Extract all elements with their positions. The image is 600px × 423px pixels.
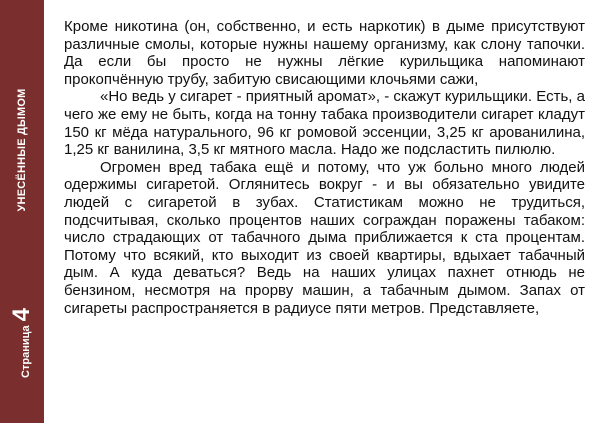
paragraph: «Но ведь у сигарет - приятный аромат», - скажут курильщики. Есть, а чего же ему не быть, когда на тонну табака производители сигарет кладут 150 кг мёда натурального, 96 кг ромовой эссенции, 3,25 кг арованилина, 1,25 кг ванилина, 3,5 кг мятного масла. Надо же подсластить пилюлю.: [64, 88, 585, 159]
page-number: 4: [8, 308, 35, 322]
article-body: [64, 18, 585, 317]
page-label: Страница: [20, 325, 32, 378]
paragraph: Огромен вред табака ещё и потому, что уж больно много людей одержимы сигаретой. Оглянитесь вокруг - и вы обязательно увидите людей с сигаретой в зубах. Статистикам можно не трудиться, подсчитывая, сколько процентов наших сограждан поражены табаком: число страдающих от табачного дыма приближается к ста процентам. Потому что всякий, кто выходит из своей квартиры, вдыхает табачный дым. А куда деваться? Ведь на наших улицах пахнет отнюдь не бензином, несмотря на прорву машин, а табачным дымом. Запах от сигареты распространяется в радиусе пяти метров. Представляете,: [64, 158, 585, 317]
page-indicator: [8, 308, 35, 378]
sidebar-band: [0, 0, 44, 423]
paragraph: Кроме никотина (он, собственно, и есть наркотик) в дыме присутствуют различные смолы, которые нужны нашему организму, как слону тапочки. Да если бы просто не нужны лёгкие курильщика напоминают прокопчённую трубу, забитую свисающими клочьями сажи,: [64, 18, 585, 88]
section-title: УНЕСЁННЫЕ ДЫМОМ: [16, 88, 28, 212]
